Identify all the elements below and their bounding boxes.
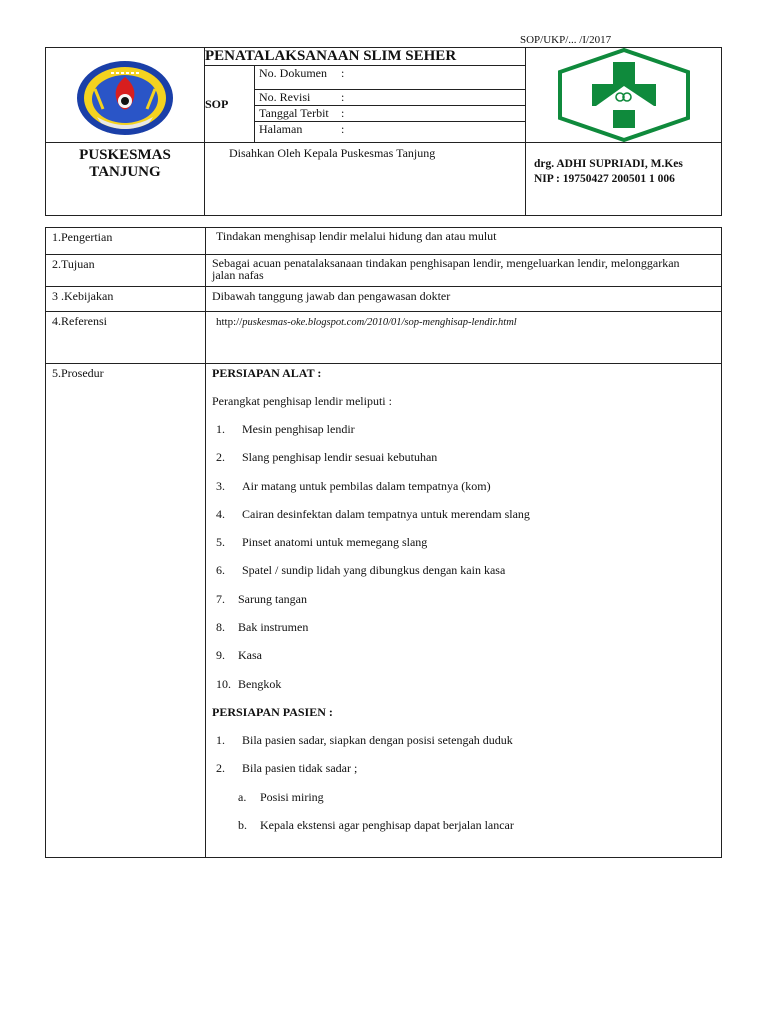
list-item [212,620,721,648]
logo-cell [46,48,205,143]
item-text: Posisi miring [260,789,324,804]
health-logo-cell [526,48,722,143]
health-cross-icon [556,48,692,142]
item-text: Bengkok [238,676,282,691]
text-pengertian: Tindakan menghisap lendir melalui hidung dan atau mulut [206,228,722,255]
item-text: Cairan desinfektan dalam tempatnya untuk merendam slang [242,506,530,521]
list-item [212,450,721,478]
item-letter: a. [238,789,247,804]
org-line1: PUSKESMAS [79,147,171,163]
item-number: 3. [216,478,225,493]
list-item [212,648,721,676]
approved-by: Disahkan Oleh Kepala Puskesmas Tanjung [205,143,526,216]
item-text: Spatel / sundip lidah yang dibungkus dengan kain kasa [242,563,506,578]
item-text: Sarung tangan [238,591,307,606]
alat-list [212,422,721,705]
meta-value: : [341,90,345,104]
label-tujuan: 2.Tujuan [46,255,206,287]
sop-header-table [45,47,722,216]
meta-label: Halaman [259,122,303,136]
org-name [46,143,205,216]
sop-body-table [45,227,722,858]
item-text: Bila pasien sadar, siapkan dengan posisi setengah duduk [242,732,513,747]
label-referensi: 4.Referensi [46,312,206,364]
text-tujuan: Sebagai acuan penatalaksanaan tindakan penghisapan lendir, mengeluarkan lendir, melonggarkan jalan nafas [206,255,722,287]
sub-item [212,790,721,818]
org-line2: TANJUNG [89,164,161,180]
signatory-name: drg. ADHI SUPRIADI, M.Kes [534,158,683,170]
meta-label: No. Dokumen [259,66,327,80]
list-item [212,761,721,789]
signatory [526,143,722,216]
item-number: 7. [216,591,225,606]
item-text: Kepala ekstensi agar penghisap dapat berjalan lancar [260,817,514,832]
label-prosedur: 5.Prosedur [46,364,206,858]
pasien-title: PERSIAPAN PASIEN : [212,704,333,719]
meta-label: No. Revisi [259,90,311,104]
text-kebijakan: Dibawah tanggung jawab dan pengawasan dokter [206,287,722,312]
item-text: Pinset anatomi untuk memegang slang [242,535,428,550]
item-number: 2. [216,450,225,465]
item-number: 5. [216,535,225,550]
label-pengertian: 1.Pengertian [46,228,206,255]
meta-value: : [341,66,345,80]
alat-title: PERSIAPAN ALAT : [212,366,322,380]
item-text: Mesin penghisap lendir [242,422,355,436]
meta-value: : [341,122,345,136]
list-item [212,507,721,535]
sub-item [212,818,721,846]
text-referensi [206,312,722,364]
item-number: 1. [216,422,225,436]
item-number: 10. [216,676,231,691]
item-number: 1. [216,732,225,747]
label-kebijakan: 3 .Kebijakan [46,287,206,312]
item-letter: b. [238,817,247,832]
item-number: 6. [216,563,225,578]
item-text: Kasa [238,648,262,663]
list-item [212,677,721,705]
meta-value: : [341,106,345,120]
list-item [212,592,721,620]
meta-label: Tanggal Terbit [259,106,329,120]
puskesmas-emblem-icon [75,59,175,137]
sop-title: PENATALAKSANAAN SLIM SEHER [205,48,526,66]
list-item [212,733,721,761]
list-item [212,422,721,450]
item-text: Bila pasien tidak sadar ; [242,761,358,776]
item-text: Bak instrumen [238,620,309,635]
referensi-prefix: http:// [216,316,243,328]
alat-intro: Perangkat penghisap lendir meliputi : [212,394,392,408]
item-text: Slang penghisap lendir sesuai kebutuhan [242,450,438,465]
item-number: 2. [216,761,225,776]
item-text: Air matang untuk pembilas dalam tempatnya (kom) [242,478,491,493]
item-number: 9. [216,648,225,663]
sop-label: SOP [205,66,255,143]
meta-tanggal [255,106,526,122]
signatory-nip: NIP : 19750427 200501 1 006 [534,173,675,185]
meta-halaman [255,122,526,143]
meta-revisi [255,90,526,106]
prosedur-content [206,364,722,858]
list-item [212,535,721,563]
item-number: 4. [216,506,225,521]
item-number: 8. [216,620,225,635]
meta-dokumen [255,66,526,90]
referensi-link: puskesmas-oke.blogspot.com/2010/01/sop-menghisap-lendir.html [242,317,517,328]
list-item [212,479,721,507]
document-code: SOP/UKP/... /I/2017 [520,34,612,46]
list-item [212,563,721,591]
